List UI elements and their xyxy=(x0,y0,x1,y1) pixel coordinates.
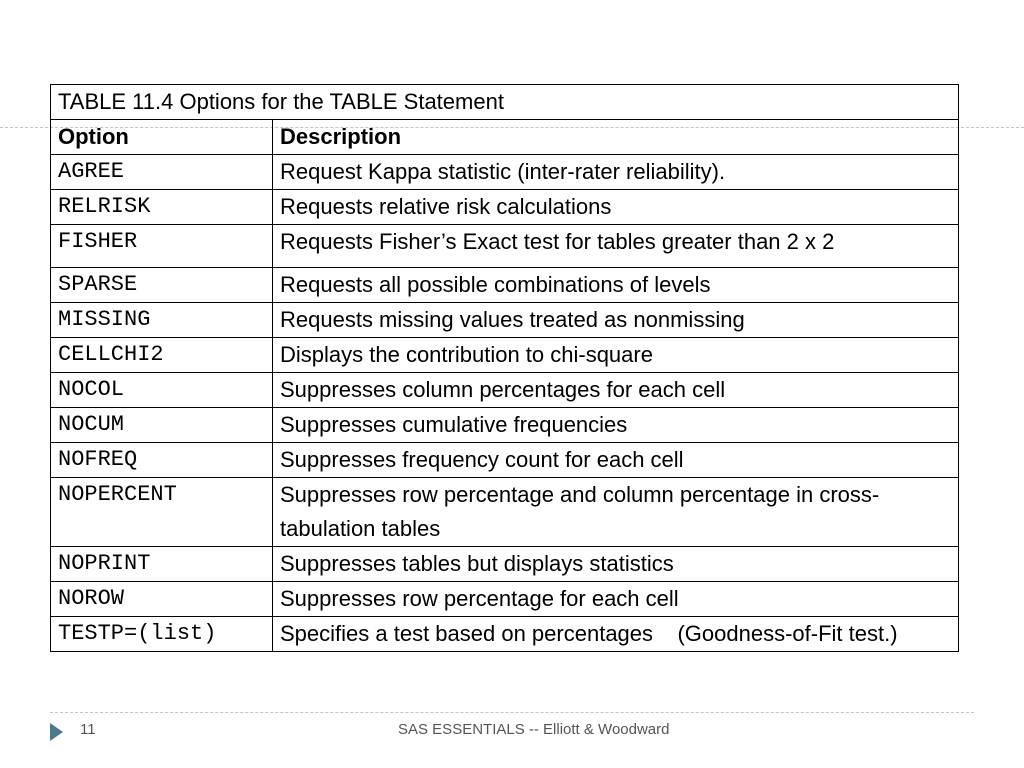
description-cell: Requests relative risk calculations xyxy=(273,190,959,225)
table-row xyxy=(51,582,959,617)
table-row xyxy=(51,338,959,373)
description-cell: Displays the contribution to chi-square xyxy=(273,338,959,373)
table-row xyxy=(51,617,959,652)
table-row xyxy=(51,373,959,408)
option-cell: MISSING xyxy=(51,303,273,338)
table-header-row xyxy=(51,120,959,155)
option-cell: RELRISK xyxy=(51,190,273,225)
table-caption: TABLE 11.4 Options for the TABLE Statement xyxy=(51,85,959,120)
description-cell: Suppresses cumulative frequencies xyxy=(273,408,959,443)
table-row xyxy=(51,190,959,225)
description-cell: Suppresses column percentages for each cell xyxy=(273,373,959,408)
option-cell: NOPERCENT xyxy=(51,478,273,547)
option-cell: NOPRINT xyxy=(51,547,273,582)
table-row xyxy=(51,268,959,303)
table-row xyxy=(51,225,959,268)
header-description: Description xyxy=(273,120,959,155)
option-cell: SPARSE xyxy=(51,268,273,303)
option-cell: NOCOL xyxy=(51,373,273,408)
description-cell: Suppresses frequency count for each cell xyxy=(273,443,959,478)
option-cell: TESTP=(list) xyxy=(51,617,273,652)
table-row xyxy=(51,303,959,338)
description-cell: Suppresses tables but displays statistics xyxy=(273,547,959,582)
play-arrow-icon xyxy=(50,723,63,741)
description-cell: Requests all possible combinations of levels xyxy=(273,268,959,303)
table-row xyxy=(51,547,959,582)
description-cell: Requests Fisher’s Exact test for tables greater than 2 x 2 xyxy=(273,225,959,268)
table-row xyxy=(51,155,959,190)
option-cell: NOFREQ xyxy=(51,443,273,478)
option-cell: NOCUM xyxy=(51,408,273,443)
footer-divider xyxy=(50,712,974,713)
page-number: 11 xyxy=(80,721,96,738)
description-cell: Specifies a test based on percentages (Goodness-of-Fit test.) xyxy=(273,617,959,652)
option-cell: NOROW xyxy=(51,582,273,617)
header-option: Option xyxy=(51,120,273,155)
option-cell: FISHER xyxy=(51,225,273,268)
option-cell: AGREE xyxy=(51,155,273,190)
table-caption-row xyxy=(51,85,959,120)
table-row xyxy=(51,443,959,478)
description-cell: Suppresses row percentage and column percentage in cross-tabulation tables xyxy=(273,478,959,547)
table-row xyxy=(51,408,959,443)
options-table xyxy=(50,84,959,652)
option-cell: CELLCHI2 xyxy=(51,338,273,373)
description-cell: Requests missing values treated as nonmissing xyxy=(273,303,959,338)
footer-text: SAS ESSENTIALS -- Elliott & Woodward xyxy=(398,721,670,738)
table-row xyxy=(51,478,959,547)
description-cell: Suppresses row percentage for each cell xyxy=(273,582,959,617)
description-cell: Request Kappa statistic (inter-rater reliability). xyxy=(273,155,959,190)
